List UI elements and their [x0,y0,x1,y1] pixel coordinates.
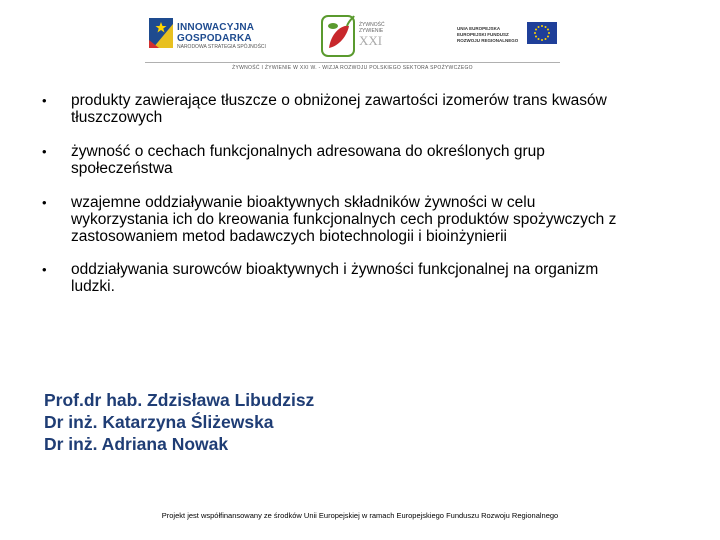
bullet-list [42,92,662,295]
bullet-marker: • [42,195,47,210]
bullet-marker: • [42,93,47,108]
ig-logo-line3: NARODOWA STRATEGIA SPÓJNOŚCI [177,44,266,50]
ue-logo-line3: ROZWOJU REGIONALNEGO [457,38,519,43]
bullet-item [42,194,662,245]
zz-logo-line2: ZYWIENIE [359,28,384,34]
zz-logo-line1: ŻYWNOŚĆ [359,22,385,28]
zywnosc-zywienie-logo [321,12,391,62]
header-logos [145,10,560,72]
ig-logo-line1: INNOWACYJNA [177,22,255,33]
bullet-text: żywność o cechach funkcjonalnych adresowana do określonych grup społeczeństwa [71,143,545,177]
zz-logo-line3: XXI [359,33,383,48]
ig-star-mark-icon [149,18,173,48]
authors-block [44,389,314,455]
ue-logo-line1: UNIA EUROPEJSKA [457,26,501,31]
ue-logo-line2: EUROPEJSKI FUNDUSZ [457,32,509,37]
header-tagline: ŻYWNOŚĆ I ŻYWIENIE W XXI W. - WIZJA ROZWOJU POLSKIEGO SEKTORA SPOŻYWCZEGO [232,65,473,71]
pepper-emblem-icon [321,12,357,60]
footer-note: Projekt jest współfinansowany ze środków Unii Europejskiej w ramach Europejskiego Funduszu Rozwoju Regionalnego [161,511,559,520]
author-name: Dr inż. Katarzyna Śliżewska [44,412,274,432]
ig-logo-line2: GOSPODARKA [177,33,252,44]
eu-flag-icon [527,22,557,44]
bullet-item [42,143,662,177]
innowacyjna-gospodarka-logo [149,16,269,60]
bullet-text: oddziaływania surowców bioaktywnych i żywności funkcjonalnej na organizm ludzki. [71,261,599,295]
bullet-item [42,92,662,126]
bullet-marker: • [42,262,47,277]
bullet-marker: • [42,144,47,159]
author-name: Prof.dr hab. Zdzisława Libudzisz [44,390,315,410]
header-divider [145,62,560,63]
bullet-text: wzajemne oddziaływanie bioaktywnych składników żywności w celu wykorzystania ich do kreowania funkcjonalnych cech produktów spożywczych z zastosowaniem metod badawczych biotechnologii i bioinżynierii [71,194,617,245]
author-name: Dr inż. Adriana Nowak [44,434,229,454]
bullet-text: produkty zawierające tłuszcze o obniżonej zawartości izomerów trans kwasów tłuszczowych [71,92,607,126]
bullet-item [42,261,662,295]
unia-europejska-logo [457,22,559,52]
